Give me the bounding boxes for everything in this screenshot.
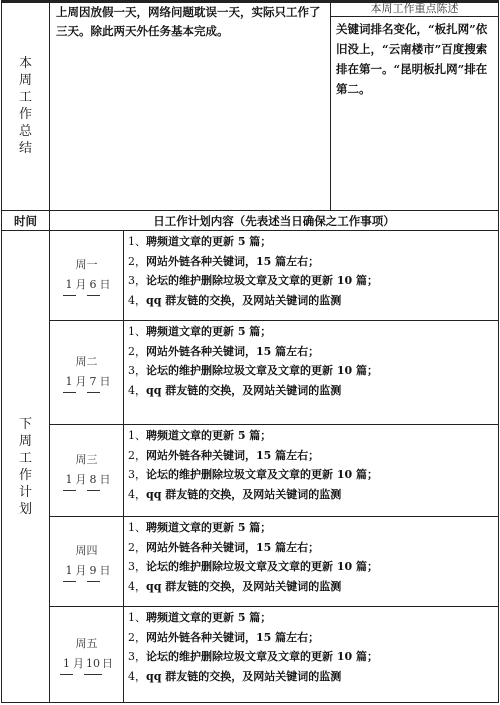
task-item <box>128 291 498 311</box>
work-report-table <box>1 0 499 703</box>
plan-side-char: 周 <box>18 433 32 449</box>
weekday-label: 周二 <box>75 355 98 368</box>
task-list <box>124 231 499 321</box>
weekday-label: 周五 <box>75 637 98 650</box>
task-text: 论坛的维护删除垃圾文章及文章的更新 10 篇； <box>146 274 378 287</box>
task-text: 网站外链各种关键词，15 篇左右； <box>146 630 320 644</box>
task-list <box>124 607 499 703</box>
date-label <box>50 470 123 491</box>
task-text: 论坛的维护删除垃圾文章及文章的更新 10 篇； <box>146 468 378 481</box>
task-item <box>128 271 498 291</box>
day-suffix: 日 <box>102 657 113 670</box>
plan-side-char: 作 <box>18 467 32 483</box>
task-text: 聘频道文章的更新 5 篇； <box>146 521 272 534</box>
day-row <box>2 517 499 607</box>
day-suffix: 日 <box>99 473 111 486</box>
task-number: 2， <box>128 344 146 358</box>
task-item <box>128 608 498 628</box>
task-item <box>128 518 498 538</box>
summary-side-char: 总 <box>18 123 32 139</box>
date-label <box>50 654 123 675</box>
task-item <box>128 628 498 648</box>
month-suffix: 月 <box>75 473 87 486</box>
day-row <box>2 321 499 425</box>
plan-side-char: 计 <box>18 484 32 500</box>
date-label <box>50 275 123 296</box>
date-label <box>50 561 123 582</box>
task-number: 3， <box>128 364 146 377</box>
weekday-label: 周一 <box>75 258 98 271</box>
day-cell <box>50 321 124 425</box>
month-value: 1 <box>63 561 76 582</box>
task-item <box>128 426 498 446</box>
task-list <box>124 425 499 517</box>
plan-body <box>2 231 499 703</box>
time-header: 时间 <box>2 211 50 231</box>
summary-side-char: 结 <box>18 140 32 156</box>
task-number: 2， <box>128 540 146 554</box>
day-suffix: 日 <box>99 564 111 577</box>
month-value: 1 <box>60 654 73 675</box>
task-text: 论坛的维护删除垃圾文章及文章的更新 10 篇； <box>146 364 378 377</box>
task-list <box>124 321 499 425</box>
month-suffix: 月 <box>75 564 87 577</box>
task-item <box>128 252 498 272</box>
key-points-text: 关键词排名变化，“板扎网”依旧没上，“云南楼市”百度搜索排在第一。“昆明板扎网”排在第二。 <box>336 22 488 96</box>
plan-side-char: 工 <box>18 450 32 466</box>
task-text: 网站外链各种关键词，15 篇左右； <box>146 540 320 554</box>
day-value: 6 <box>87 275 100 296</box>
task-number: 1、 <box>128 325 146 338</box>
plan-side-char: 下 <box>18 416 32 432</box>
task-item <box>128 342 498 362</box>
task-text: 聘频道文章的更新 5 篇； <box>146 429 272 442</box>
summary-side-char: 周 <box>18 72 32 88</box>
day-cell <box>50 517 124 607</box>
key-points-cell <box>331 1 499 211</box>
summary-side-char: 本 <box>18 55 32 71</box>
task-text: 论坛的维护删除垃圾文章及文章的更新 10 篇； <box>146 650 378 663</box>
task-number: 1、 <box>128 429 146 442</box>
task-item <box>128 381 498 401</box>
task-item <box>128 446 498 466</box>
task-text: qq 群友链的交换，及网站关键词的监测 <box>146 669 342 683</box>
summary-side-label <box>2 1 50 211</box>
task-item <box>128 361 498 381</box>
plan-side-char: 划 <box>18 501 32 517</box>
month-suffix: 月 <box>75 278 87 291</box>
task-item <box>128 322 498 342</box>
plan-header-row <box>2 211 499 231</box>
task-number: 2， <box>128 448 146 462</box>
task-number: 2， <box>128 254 146 268</box>
task-number: 3， <box>128 650 146 663</box>
month-value: 1 <box>63 372 76 393</box>
summary-side-char: 作 <box>18 106 32 122</box>
task-item <box>128 577 498 597</box>
summary-side-char: 工 <box>18 89 32 105</box>
task-number: 1、 <box>128 611 146 624</box>
task-text: 聘频道文章的更新 5 篇； <box>146 325 272 338</box>
task-number: 4， <box>128 383 146 397</box>
task-text: 网站外链各种关键词，15 篇左右； <box>146 448 320 462</box>
task-item <box>128 232 498 252</box>
task-number: 3， <box>128 468 146 481</box>
task-text: 聘频道文章的更新 5 篇； <box>146 235 272 248</box>
task-item <box>128 485 498 505</box>
date-label <box>50 372 123 393</box>
day-suffix: 日 <box>99 278 111 291</box>
plan-side-label <box>2 231 50 703</box>
day-row <box>2 607 499 703</box>
task-number: 3， <box>128 274 146 287</box>
summary-text: 上周因放假一天，网络问题耽误一天，实际只工作了三天。除此两天外任务基本完成。 <box>50 1 331 211</box>
day-row <box>2 425 499 517</box>
task-number: 3， <box>128 560 146 573</box>
task-text: 聘频道文章的更新 5 篇； <box>146 611 272 624</box>
month-value: 1 <box>63 275 76 296</box>
task-number: 4， <box>128 669 146 683</box>
task-item <box>128 538 498 558</box>
weekday-label: 周四 <box>75 544 98 557</box>
day-cell <box>50 231 124 321</box>
day-cell <box>50 607 124 703</box>
task-number: 4， <box>128 579 146 593</box>
day-value: 8 <box>87 470 100 491</box>
task-text: qq 群友链的交换，及网站关键词的监测 <box>146 293 342 307</box>
weekday-label: 周三 <box>75 453 98 466</box>
task-item <box>128 557 498 577</box>
day-suffix: 日 <box>99 375 111 388</box>
task-text: qq 群友链的交换，及网站关键词的监测 <box>146 487 342 501</box>
plan-header: 日工作计划内容（先表述当日确保之工作事项） <box>50 211 499 231</box>
day-cell <box>50 425 124 517</box>
task-list <box>124 517 499 607</box>
summary-row <box>2 1 499 211</box>
month-value: 1 <box>63 470 76 491</box>
task-text: 网站外链各种关键词，15 篇左右； <box>146 344 320 358</box>
task-number: 4， <box>128 293 146 307</box>
day-value: 7 <box>87 372 100 393</box>
task-text: qq 群友链的交换，及网站关键词的监测 <box>146 383 342 397</box>
task-number: 1、 <box>128 521 146 534</box>
key-points-title: 本周工作重点陈述 <box>331 1 498 17</box>
task-number: 1、 <box>128 235 146 248</box>
task-text: 网站外链各种关键词，15 篇左右； <box>146 254 320 268</box>
task-item <box>128 465 498 485</box>
task-item <box>128 667 498 687</box>
task-text: 论坛的维护删除垃圾文章及文章的更新 10 篇； <box>146 560 378 573</box>
day-value: 10 <box>84 654 102 675</box>
day-row <box>2 231 499 321</box>
month-suffix: 月 <box>73 657 84 670</box>
task-number: 2， <box>128 630 146 644</box>
task-item <box>128 647 498 667</box>
task-number: 4， <box>128 487 146 501</box>
month-suffix: 月 <box>75 375 87 388</box>
task-text: qq 群友链的交换，及网站关键词的监测 <box>146 579 342 593</box>
day-value: 9 <box>87 561 100 582</box>
